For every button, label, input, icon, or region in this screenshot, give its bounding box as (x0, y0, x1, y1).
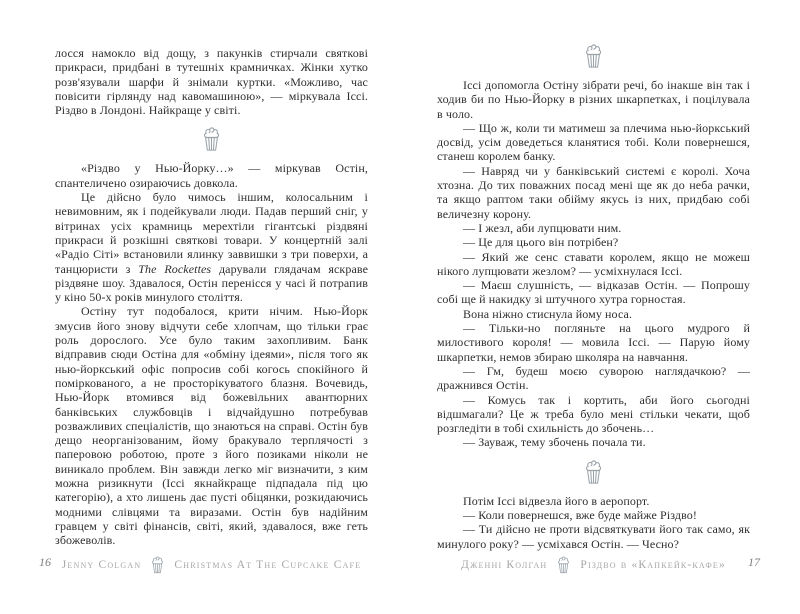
paragraph (437, 121, 750, 164)
page-number-right: 17 (748, 555, 760, 569)
paragraph (437, 250, 750, 279)
paragraph (437, 221, 750, 235)
paragraph (437, 307, 750, 321)
paragraph (437, 321, 750, 364)
text-run: Це дійсно було чимось іншим, колосальним і невимовним, як і подейкували люди. Падав перший сніг, у вітринах усіх крамниць мерехтіли гігантські різдвяні прикраси й розкішні святкові товари. У концертній залі «Радіо Сіті» встановили ялинку заввишки з три поверхи, а танцюристи з (55, 190, 368, 276)
section-divider (55, 125, 368, 152)
text-run: — Комусь так і кортить, аби його сьогодні відшмагали? Це ж треба було мені стільки чекати, щоб розгледіти в тобі схильність до збочень… (437, 392, 750, 436)
footer-title-left: Christmas At The Cupcake Cafe (174, 558, 362, 571)
paragraph (437, 78, 750, 121)
cupcake-icon (583, 58, 604, 72)
section-divider (437, 458, 750, 485)
text-run: — Навряд чи у банківський системі є королі. Хоча хтозна. До тих поважних посад мені ще як до неба рачки, та якщо раптом таки обійму якусь із них, придбаю собі величезну корону. (437, 163, 750, 221)
paragraph (437, 278, 750, 307)
text-run: лосся намокло від дощу, з пакунків стирчали святкові прикраси, придбані в тутешніх крамничках. Жінки хутко розв'язували шарфи й знімали куртки. «Можливо, час повісити гірлянду над кавомашиною», — міркувала Іссі. Різдво в Лондоні. Найкраще у світі. (55, 46, 368, 118)
text-run: Остіну тут подобалося, крити нічим. Нью-Йорк змусив його знову відчути себе хлопчам, що тільки грає роль дорослого. Усе було таким захопливим. Банк відправив сюди Остіна для «обміну ідеями», після того як нью-йоркський офіс попросив собі когось спокійного й поміркованого, а не просторікуватого блазня. Вочевидь, Нью-Йорк втомився від божевільних авантюрних банківських службовців і відчайдушно потребував розважливих спеціалістів, що знаються на справі. Остін був дещо неорганізованим, йому бракувало терплячості з паперовою роботою, проте з його позиками ніколи не виникало проблем. Він завжди легко міг визначити, з ким можна ризикнути (Іссі якнайкраще підпадала під цю категорію), а хто лишень дає пусті обіцянки, розкидаючись модними слівцями та виразами. Остін був надійним гравцем у світі фінансів, світі, який, здавалося, вже геть збожеволів. (55, 304, 368, 548)
paragraph (55, 190, 368, 304)
italic-text-run: The Rockettes (138, 261, 212, 276)
text-run: — Що ж, коли ти матимеш за плечима нью-йоркський досвід, усім доведеться кланятися тобі. Коли повернешся, станеш королем банку. (437, 120, 750, 164)
cupcake-icon (150, 555, 165, 574)
paragraph (437, 522, 750, 551)
cupcake-icon (556, 555, 571, 574)
paragraph (437, 435, 750, 449)
text-run: — Коли повернешся, вже буде майже Різдво! (463, 508, 697, 523)
page-left-footer (39, 555, 368, 574)
paragraph (55, 46, 368, 117)
text-run: — Тільки-но погляньте на цього мудрого й милостивого короля! — мовила Іссі. — Парую йому шкарпетки, немов збираю школяра на навчання. (437, 321, 750, 364)
footer-author-right: Дженні Колган (461, 558, 548, 571)
text-run: — Гм, будеш моєю суворою наглядачкою? — дражнився Остін. (437, 363, 750, 393)
paragraph (437, 164, 750, 221)
page-right (400, 0, 800, 614)
paragraph (437, 235, 750, 249)
page-right-text-column (437, 42, 750, 551)
text-run: Вона ніжно стиснула йому носа. (463, 306, 633, 321)
paragraph (437, 393, 750, 436)
cupcake-icon (201, 141, 222, 155)
page-left-text-column (55, 46, 368, 548)
paragraph (437, 364, 750, 393)
cupcake-icon (583, 474, 604, 488)
paragraph (55, 304, 368, 547)
text-run: — Ти дійсно не проти відсвяткувати його так само, як минулого року? — усміхався Остін. — Чесно? (437, 522, 750, 551)
text-run: «Різдво у Нью-Йорку…» — міркував Остін, спантеличено озираючись довкола. (55, 161, 368, 190)
paragraph (437, 508, 750, 522)
page-number-left: 16 (39, 555, 51, 569)
text-run: дарували глядачам яскраве різдвяне шоу. Здавалося, Остін перенісся у часі й потрапив у кіно 50-х років минулого століття. (55, 261, 369, 305)
text-run: — Який же сенс ставати королем, якщо не можеш нікого лупцювати жезлом? — усміхнулася Іссі. (437, 249, 750, 278)
text-run: — Зауваж, тему збочень почала ти. (463, 435, 646, 450)
paragraph (437, 494, 750, 508)
text-run: Потім Іссі відвезла його в аеропорт. (463, 493, 650, 508)
page-right-footer (437, 555, 760, 574)
text-run: Іссі допомогла Остіну зібрати речі, бо інакше він так і ходив би по Нью-Йорку в різних шкарпетках, і поцілувала в чоло. (437, 78, 750, 121)
footer-author-left: Jenny Colgan (61, 558, 142, 571)
text-run: — Маєш слушність, — відказав Остін. — Попрошу собі ще й накидку зі штучного хутра горностая. (437, 278, 750, 307)
footer-title-right: Різдво в «Капкейк-кафе» (580, 558, 726, 571)
text-run: — І жезл, аби лупцювати ним. (463, 220, 622, 235)
text-run: — Це для цього він потрібен? (463, 235, 619, 250)
section-divider (437, 42, 750, 69)
paragraph (55, 161, 368, 190)
